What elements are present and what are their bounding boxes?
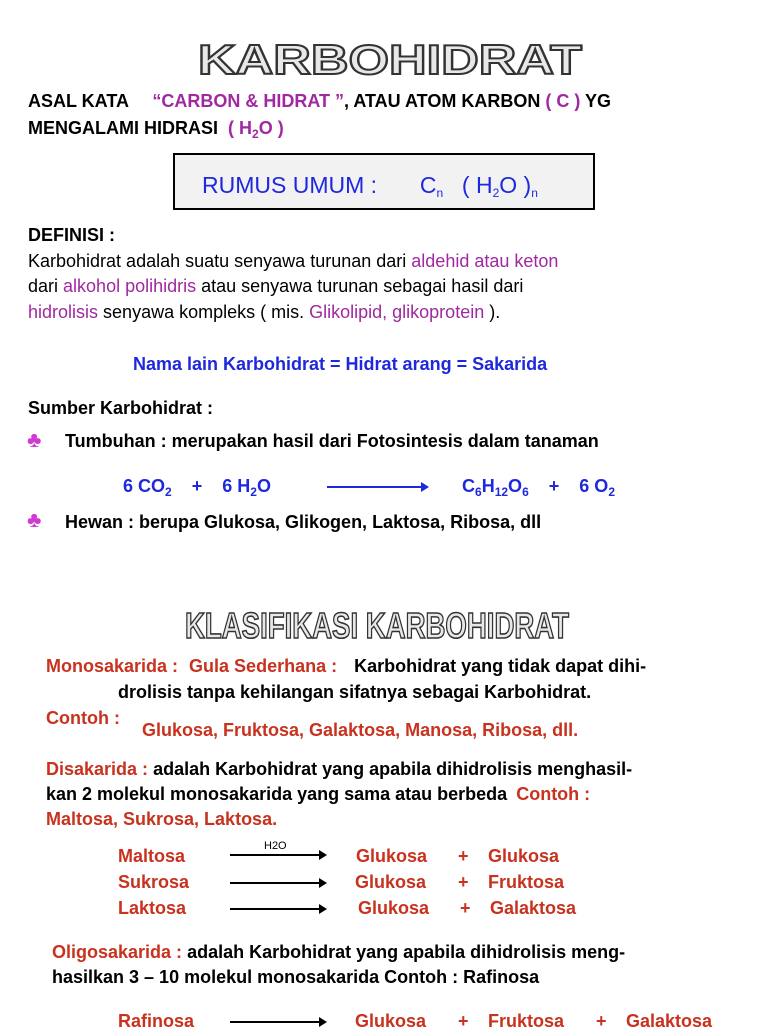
water-label: H2O — [264, 840, 287, 852]
classification-heading — [182, 602, 572, 650]
club-bullet-icon: ♣ — [27, 427, 42, 452]
oligo-row-product-b: Fruktosa — [488, 1011, 565, 1031]
definition-line3: hidrolisis senyawa kompleks ( mis. Glikolipid, glikoprotein ). — [28, 302, 501, 322]
sources-heading: Sumber Karbohidrat : — [28, 398, 214, 418]
source-animal: Hewan : berupa Glukosa, Glikogen, Laktosa, Ribosa, dll — [65, 512, 542, 532]
other-names: Nama lain Karbohidrat = Hidrat arang = Sakarida — [133, 354, 548, 374]
source-plant: Tumbuhan : merupakan hasil dari Fotosintesis dalam tanaman — [65, 431, 599, 451]
definition-heading: DEFINISI : — [28, 225, 116, 245]
formula-box — [173, 153, 595, 210]
hydrolysis-row-plus: + — [460, 898, 471, 918]
hydrolysis-row-name: Sukrosa — [118, 872, 190, 892]
oligo-row-plus-2: + — [596, 1011, 607, 1031]
disaccharide-examples: Maltosa, Sukrosa, Laktosa. — [46, 809, 278, 829]
etymology-c: ( C ) — [545, 91, 581, 111]
etymology-quote: “CARBON & HIDRAT ” — [152, 91, 345, 111]
hydrolysis-arrow — [230, 882, 325, 884]
formula-carbon: $C_n$ — [419, 172, 444, 200]
etymology-line2 — [28, 118, 284, 139]
hydrolysis-arrow — [230, 908, 325, 910]
hydrolysis-row-name: Maltosa — [118, 846, 186, 866]
etymology-middle: , ATAU ATOM KARBON — [344, 91, 541, 111]
oligo-row-name: Rafinosa — [118, 1011, 195, 1031]
main-heading-text: KARBOHIDRAT — [198, 36, 583, 83]
monosaccharide-line1: Monosakarida : Gula Sederhana : Karbohidrat yang tidak dapat dihi- — [46, 656, 647, 676]
oligosaccharide-line2: hasilkan 3 – 10 molekul monosakarida Contoh : Rafinosa — [52, 967, 540, 987]
hydrolysis-row-product-b: Glukosa — [488, 846, 560, 866]
photosynthesis-reactants: 6 $CO_2$ + 6 $H_2O$ — [123, 476, 271, 499]
hydrolysis-row-plus: + — [458, 846, 469, 866]
disaccharide-line1: Disakarida : adalah Karbohidrat yang apabila dihidrolisis menghasil- — [46, 759, 633, 779]
formula-label: RUMUS UMUM : — [202, 172, 378, 198]
classification-heading-text: KLASIFIKASI KARBOHIDRAT — [185, 605, 570, 646]
etymology-water: ( $H_2O$ ) — [228, 118, 284, 141]
etymology-prefix: ASAL KATA — [28, 91, 129, 111]
oligo-row-product-a: Glukosa — [355, 1011, 427, 1031]
hydrolysis-row-product-a: Glukosa — [358, 898, 430, 918]
oligo-arrow — [230, 1021, 325, 1023]
hydrolysis-arrow — [230, 854, 325, 856]
oligosaccharide-line1: Oligosakarida : adalah Karbohidrat yang apabila dihidrolisis meng- — [52, 942, 626, 962]
photosynthesis-products: $C_6H_{12}O_6$ + 6 $O_2$ — [462, 476, 615, 499]
hydrolysis-row-product-a: Glukosa — [355, 872, 427, 892]
oligo-row-plus-1: + — [458, 1011, 469, 1031]
monosaccharide-examples: Glukosa, Fruktosa, Galaktosa, Manosa, Ribosa, dll. — [142, 720, 579, 740]
oligo-row-product-c: Galaktosa — [626, 1011, 713, 1031]
monosaccharide-line2: drolisis tanpa kehilangan sifatnya sebagai Karbohidrat. — [118, 682, 592, 702]
hydrolysis-row-product-a: Glukosa — [356, 846, 428, 866]
hydrolysis-row-name: Laktosa — [118, 898, 187, 918]
hydrolysis-row-product-b: Fruktosa — [488, 872, 565, 892]
definition-line2: dari alkohol polihidris atau senyawa turunan sebagai hasil dari — [28, 276, 524, 296]
disaccharide-line2: kan 2 molekul monosakarida yang sama atau berbeda Contoh : — [46, 784, 591, 804]
hydrolysis-row-product-b: Galaktosa — [490, 898, 577, 918]
formula-water: ( $H_2O$ )$_n$ — [461, 172, 538, 200]
main-heading — [190, 36, 590, 82]
etymology-line1 — [28, 91, 611, 112]
hydrolysis-row-plus: + — [458, 872, 469, 892]
etymology-yg: YG — [585, 91, 612, 111]
club-bullet-icon: ♣ — [27, 507, 42, 532]
formula-text — [202, 172, 538, 199]
definition-line1: Karbohidrat adalah suatu senyawa turunan dari aldehid atau keton — [28, 251, 559, 271]
etymology-hydration: MENGALAMI HIDRASI — [28, 118, 218, 138]
monosaccharide-example-label: Contoh : — [46, 708, 120, 728]
photosynthesis-arrow — [327, 486, 427, 488]
